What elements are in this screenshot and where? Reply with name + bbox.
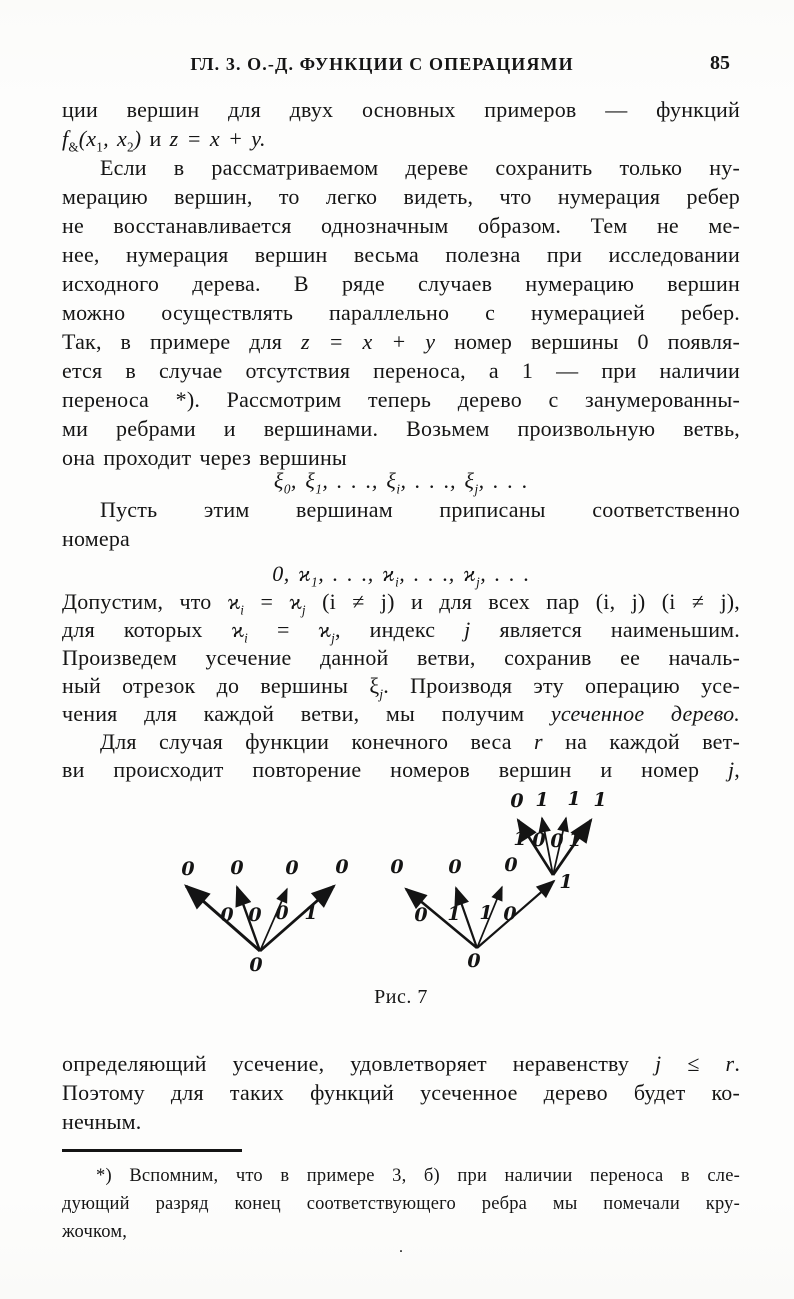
- vertex-label: 0: [448, 856, 462, 878]
- math-var: , . . .: [480, 561, 530, 586]
- root-vertex-label: 0: [467, 950, 481, 972]
- math-var: , . . .: [478, 468, 529, 493]
- text-line: нечным.: [62, 1109, 142, 1134]
- vertex-label: 0: [390, 856, 404, 878]
- edge-label: 1: [568, 829, 582, 851]
- closing-text-block: [62, 1049, 740, 1136]
- footnote-line: жочком,: [62, 1222, 128, 1242]
- math-subscript: j: [476, 574, 481, 590]
- footnote-line: *) Вспомним, что в примере 3, б) при наличии переноса в сле-: [96, 1166, 740, 1186]
- right-tree: [390, 788, 606, 972]
- footnote-separator-rule: [62, 1149, 242, 1152]
- text-line-formula-inline: [62, 124, 740, 153]
- text-run: ,: [734, 757, 740, 782]
- text-run: = ϰ: [248, 617, 332, 642]
- text-run: = ϰ: [244, 589, 302, 614]
- text-line: [62, 616, 740, 644]
- math-expression: z = x + y: [300, 329, 436, 354]
- text-run: номер вершины 0 появля-: [435, 329, 740, 354]
- edge-label: 0: [275, 902, 289, 924]
- vertex-label: 0: [510, 790, 524, 812]
- text-line: ется в случае отсутствия переноса, а 1 — при наличии: [62, 358, 740, 383]
- left-tree: [181, 856, 348, 976]
- text-line: ции вершин для двух основных примеров — функций: [62, 97, 740, 122]
- text-line: переноса *). Рассмотрим теперь дерево с занумерованны-: [62, 387, 740, 412]
- text-run: определяющий усечение, удовлетворяет неравенству: [62, 1051, 656, 1076]
- math-var: 0, ϰ: [272, 561, 312, 586]
- math-subscript: i: [395, 574, 400, 590]
- vertex-label: 0: [504, 854, 518, 876]
- text-line: [62, 728, 740, 756]
- math-subscript: 1: [311, 574, 319, 590]
- text-run: ный отрезок до вершины ξ: [62, 673, 380, 698]
- edge-label: 1: [447, 903, 461, 925]
- math-var: ξ: [273, 468, 284, 493]
- math-subscript: 0: [283, 481, 291, 497]
- vertex-label: 1: [535, 789, 549, 811]
- page-bottom-mark: .: [399, 1239, 403, 1256]
- math-var: , x: [103, 126, 127, 151]
- text-line: Если в рассматриваемом дереве сохранить только ну-: [100, 155, 740, 180]
- text-line: [62, 588, 740, 616]
- math-subscript: i: [396, 481, 401, 497]
- math-var: f: [62, 126, 69, 151]
- math-subscript: 1: [96, 139, 104, 155]
- math-var: ): [133, 126, 142, 151]
- text-line: Произведем усечение данной ветви, сохранив ее началь-: [62, 645, 740, 670]
- text-line: Поэтому для таких функций усеченное дерево будет ко-: [62, 1080, 740, 1105]
- page-number: 85: [710, 52, 730, 74]
- text-line: [62, 1049, 740, 1078]
- math-subscript: i: [244, 630, 248, 646]
- text-line: можно осуществлять параллельно с нумерацией ребер.: [62, 300, 740, 325]
- math-var: j: [464, 617, 471, 642]
- math-subscript: j: [301, 602, 306, 618]
- vertex-label: 1: [567, 788, 581, 810]
- text-line: исходного дерева. В ряде случаев нумерацию вершин: [62, 271, 740, 296]
- text-run: . Производя эту операцию усе-: [383, 673, 740, 698]
- math-var: , . . ., ξ: [400, 468, 475, 493]
- edge-label: 0: [220, 904, 234, 926]
- math-subscript: 1: [315, 481, 323, 497]
- text-run: чения для каждой ветви, мы получим: [62, 701, 551, 726]
- edge-label: 1: [513, 828, 527, 850]
- root-vertex-label: 0: [249, 954, 263, 976]
- vertex-label: 0: [181, 858, 195, 880]
- edge-label: 0: [248, 904, 262, 926]
- text-line: Пусть этим вершинам приписаны соответственно: [100, 497, 740, 522]
- footnote-block: [62, 1162, 740, 1246]
- edge-label: 0: [532, 829, 546, 851]
- text-run: является наименьшим.: [470, 617, 740, 642]
- edge-label: 1: [304, 902, 318, 924]
- math-var: , . . ., ϰ: [399, 561, 477, 586]
- text-run: , индекс: [334, 617, 465, 642]
- edge-label: 0: [414, 904, 428, 926]
- edge-label: 1: [479, 902, 493, 924]
- text-run: Допустим, что ϰ: [62, 589, 241, 614]
- math-var: r: [534, 729, 543, 754]
- figure-caption: Рис. 7: [374, 986, 428, 1008]
- math-subscript: &: [68, 139, 79, 155]
- text-run: (i ≠ j) и для всех пар (i, j) (i ≠ j),: [305, 589, 740, 614]
- figure-tree-diagrams: [100, 780, 660, 980]
- text-run: на каждой вет-: [542, 729, 740, 754]
- display-formula-kappa: [62, 559, 740, 588]
- text-run: .: [734, 1051, 741, 1076]
- main-text-block: [62, 95, 740, 784]
- text-line: нее, нумерация вершин весьма полезна при исследовании: [62, 242, 740, 267]
- vertex-label: 1: [559, 871, 573, 893]
- text-run: Для случая функции конечного веса: [100, 729, 535, 754]
- text-line: ми ребрами и вершинами. Возьмем произвольную ветвь,: [62, 416, 740, 441]
- text-run: и: [141, 126, 170, 151]
- vertex-label: 1: [593, 789, 607, 811]
- math-var: (x: [78, 126, 97, 151]
- math-var: , . . ., ϰ: [318, 561, 396, 586]
- text-line: мерацию вершин, то легко видеть, что нумерация ребер: [62, 184, 740, 209]
- vertex-label: 0: [335, 856, 349, 878]
- math-subscript: i: [240, 602, 245, 618]
- text-run: Так, в примере для: [62, 329, 301, 354]
- emphasized-term: усеченное дерево.: [550, 701, 741, 726]
- math-var: , . . ., ξ: [322, 468, 397, 493]
- text-run: для которых ϰ: [62, 617, 245, 642]
- edge-label: 0: [550, 830, 564, 852]
- text-line: [62, 700, 740, 728]
- math-subscript: j: [379, 686, 384, 702]
- math-subscript: j: [331, 630, 335, 646]
- text-line: не восстанавливается однозначным образом. Тем не ме-: [62, 213, 740, 238]
- text-run: ви происходит повторение номеров вершин и номер: [62, 757, 728, 782]
- math-expression: z = x + y.: [169, 126, 266, 151]
- text-line: номера: [62, 526, 131, 551]
- edge-label: 0: [503, 903, 517, 925]
- vertex-label: 0: [285, 857, 299, 879]
- math-var: , ξ: [290, 468, 316, 493]
- text-line: [62, 672, 740, 700]
- math-var: j: [727, 757, 735, 782]
- tree-edge: [260, 886, 334, 951]
- running-header: ГЛ. 3. О.-Д. ФУНКЦИИ С ОПЕРАЦИЯМИ: [190, 54, 574, 74]
- footnote-line: дующий разряд конец соответствующего ребра мы помечали кру-: [62, 1194, 740, 1214]
- vertex-label: 0: [230, 857, 244, 879]
- text-line: она проходит через вершины: [62, 445, 347, 470]
- math-expression: j ≤ r: [655, 1051, 735, 1076]
- math-subscript: 2: [126, 139, 134, 155]
- text-line: [62, 327, 740, 356]
- math-subscript: j: [474, 481, 479, 497]
